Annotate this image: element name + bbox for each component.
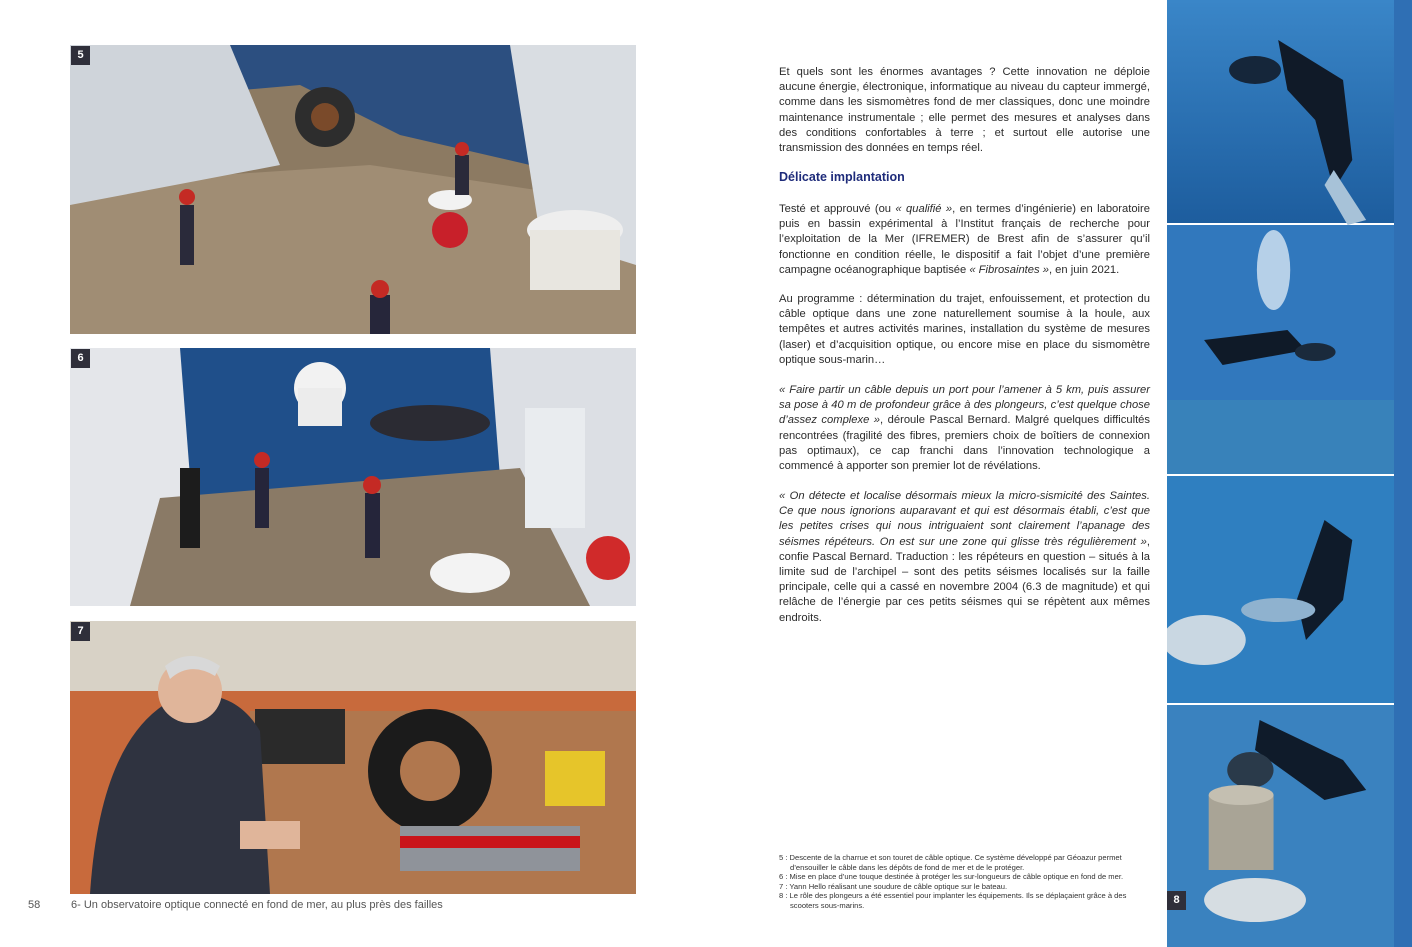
caption-8: 8 : Le rôle des plongeurs a été essentiel pour implanter les équipements. Ils se déplaçaient grâce à des scooters sous-marins. <box>779 891 1127 910</box>
photo-ship-deck-cable-reel <box>70 45 636 334</box>
section-heading: Délicate implantation <box>779 170 905 184</box>
paragraph-cable-laying <box>779 383 1150 474</box>
intro-paragraph: Et quels sont les énormes avantages ? Cette innovation ne déploie aucune énergie, électronique, informatique au niveau du capteur immergé, comme dans les sismomètres fond de mer classiques, donc une moindre maintenance instrumentale ; elle permet des mesures et analyses dans des conditions confortables à terre ; et surtout elle autorise une transmission des données en temps réel. <box>779 66 1150 155</box>
quote: « On détecte et localise désormais mieux la micro-sismicité des Saintes. Ce que nous ignorions auparavant et qui est désormais établi, c’est que les petites crises qui nous intriguaient sont clairement l’apanage des séismes répéteurs. On est sur une zone qui glisse très régulièrement » <box>779 490 1150 548</box>
paragraph-text: , déroule Pascal Bernard. Malgré quelques difficultés rencontrées (fragilité des fibres, premiers choix de boîtiers de connexion pas optimaux), ce cap franchi dans l’innovation technologique a commencé à apporter son premier lot de révélations. <box>779 414 1150 473</box>
campaign-name: « Fibrosaintes » <box>969 263 1049 276</box>
paragraph-seismicity <box>779 489 1150 626</box>
photo-badge: 8 <box>1167 891 1186 910</box>
page-number: 58 <box>28 899 41 911</box>
paragraph-text: , en juin 2021. <box>1048 263 1120 276</box>
running-footer: 6- Un observatoire optique connecté en fond de mer, au plus près des failles <box>71 899 443 911</box>
paragraph-text: , en termes d’ingénierie) en laboratoire puis en bassin expérimental à l’Institut français de recherche pour l’exploitation de la Mer (IFREMER) de Brest afin de s’assurer qu’il fonctionne en condition réelle, le dispositif a fait l’objet d’une première campagne océanographique baptisée <box>779 203 1150 276</box>
quoted-term: « qualifié » <box>895 203 953 215</box>
photo-deck-crew-boat <box>70 348 636 606</box>
photo-captions <box>779 853 1151 911</box>
caption-5: 5 : Descente de la charrue et son touret de câble optique. Ce système développé par Géoazur permet d’ensouiller le câble dans les dépôts de fond de mer et de le protéger. <box>779 853 1122 872</box>
photo-underwater-divers-strip <box>1167 0 1412 947</box>
photo-technician-cable-splice <box>70 621 636 894</box>
photo-badge: 6 <box>71 349 90 368</box>
caption-6: 6 : Mise en place d’une touque destinée à protéger les sur-longueurs de câble optique en fond de mer. <box>779 872 1124 882</box>
paragraph-program: Au programme : détermination du trajet, enfouissement, et protection du câble optique dans une zone naturellement soumise à la houle, aux tempêtes et autres activités marines, installation du système de mesures (laser) et d’acquisition optique, ou encore mise en place du sismomètre optique sous-marin… <box>779 293 1150 366</box>
paragraph-text: , confie Pascal Bernard. Traduction : les répéteurs en question – situés à la limite sud de l’archipel – sont des petits séismes localisés sur la faille principale, celle qui a cassé en novembre 2004 (6.3 de magnitude) et qui relâche de l’énergie par ces petits séismes qui se répètent aux mêmes endroits. <box>779 535 1150 624</box>
paragraph-testing <box>779 202 1150 278</box>
photo-badge: 7 <box>71 622 90 641</box>
photo-badge: 5 <box>71 46 90 65</box>
paragraph-text: Testé et approuvé (ou <box>779 203 896 215</box>
caption-7: 7 : Yann Hello réalisant une soudure de câble optique sur le bateau. <box>779 881 1008 891</box>
quote: « Faire partir un câble depuis un port pour l’amener à 5 km, puis assurer sa pose à 40 m de profondeur grâce à des plongeurs, c’est quelque chose d’assez complexe » <box>779 384 1150 427</box>
